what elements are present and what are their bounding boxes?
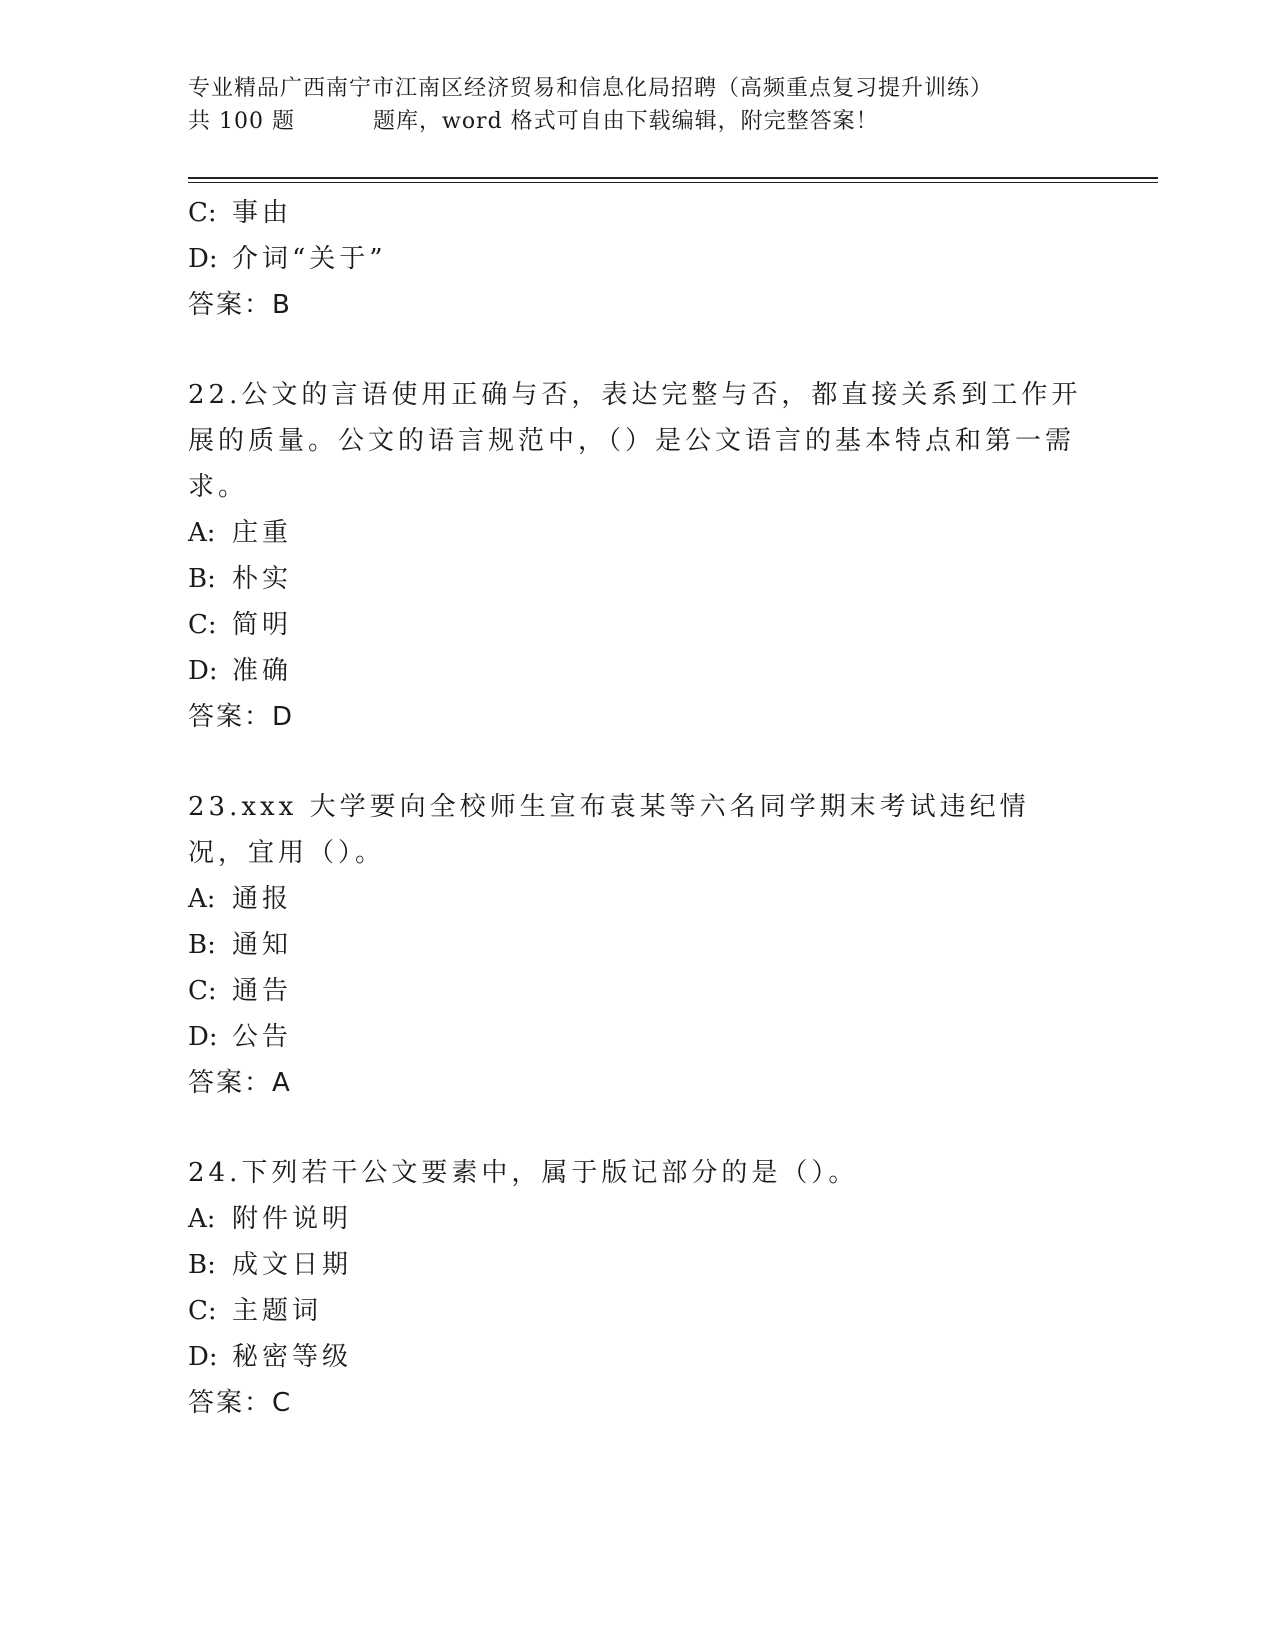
option-b: B: 朴实	[188, 564, 293, 594]
option-c: C: 简明	[188, 610, 293, 640]
question-24	[188, 1150, 1088, 1426]
partial-question-21	[188, 190, 1088, 328]
option-d: D: 公告	[188, 1022, 293, 1052]
page-header	[188, 72, 1128, 138]
question-stem: 24.下列若干公文要素中，属于版记部分的是（）。	[188, 1158, 859, 1188]
header-question-count: 共 100 题	[188, 109, 295, 134]
option-c: C: 通告	[188, 976, 293, 1006]
header-divider-thin	[188, 182, 1158, 183]
option-b: B: 通知	[188, 930, 293, 960]
option-a: A: 庄重	[188, 518, 293, 548]
option-c: C: 事由	[188, 198, 293, 228]
option-c: C: 主题词	[188, 1296, 323, 1326]
header-format-note: 题库，word 格式可自由下载编辑，附完整答案！	[372, 109, 879, 134]
header-subtitle	[188, 105, 1128, 138]
question-stem: 23.xxx 大学要向全校师生宣布袁某等六名同学期末考试违纪情况，宜用（）。	[188, 792, 1030, 868]
answer-line: 答案：B	[188, 290, 292, 320]
option-a: A: 附件说明	[188, 1204, 353, 1234]
answer-line: 答案：C	[188, 1388, 293, 1418]
document-body	[188, 190, 1088, 1426]
option-d: D: 秘密等级	[188, 1342, 353, 1372]
answer-line: 答案：D	[188, 702, 295, 732]
header-divider-thick	[188, 177, 1158, 179]
question-stem: 22.公文的言语使用正确与否，表达完整与否，都直接关系到工作开展的质量。公文的语言规范中，（）是公文语言的基本特点和第一需求。	[188, 380, 1082, 502]
answer-line: 答案：A	[188, 1068, 292, 1098]
option-d: D: 准确	[188, 656, 293, 686]
question-22	[188, 372, 1088, 740]
question-23	[188, 784, 1088, 1106]
header-title: 专业精品广西南宁市江南区经济贸易和信息化局招聘（高频重点复习提升训练）	[188, 76, 994, 101]
option-a: A: 通报	[188, 884, 293, 914]
option-d: D: 介词“关于”	[188, 244, 387, 274]
option-b: B: 成文日期	[188, 1250, 353, 1280]
